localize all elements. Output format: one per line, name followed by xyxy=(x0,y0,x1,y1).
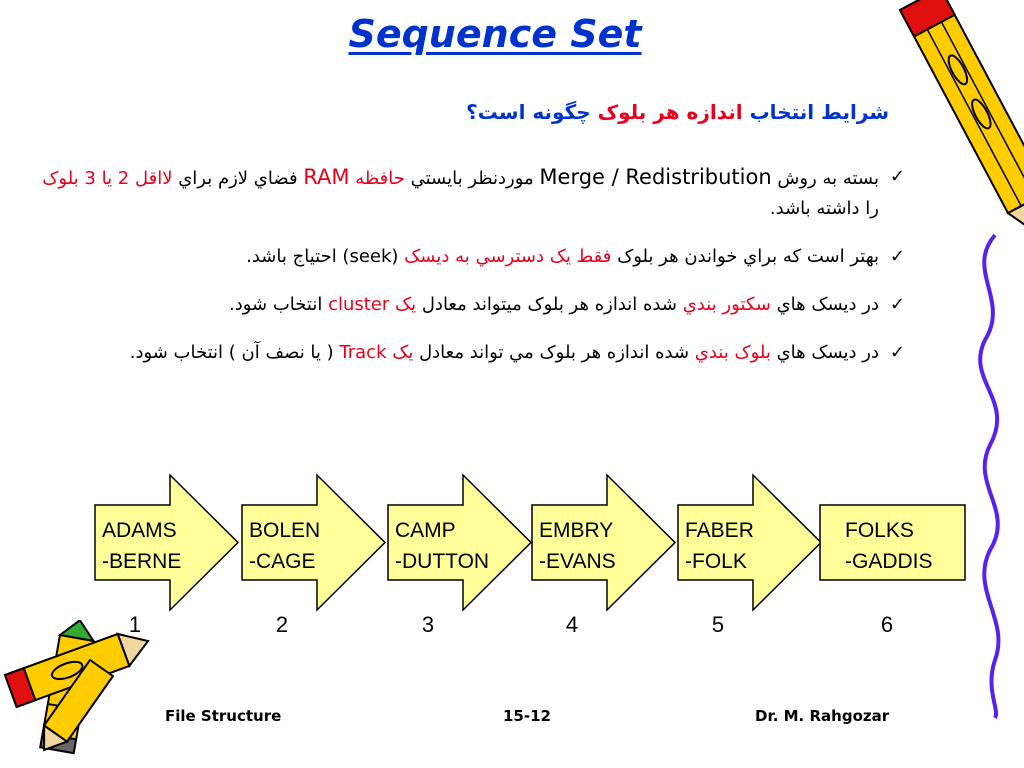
checkmark-icon: ✓ xyxy=(889,294,905,315)
bullet-text: در ديسک هاي xyxy=(770,294,879,315)
bullet-text: انتخاب شود. xyxy=(229,294,329,315)
bullet-highlight: يک cluster xyxy=(328,294,417,315)
block-arrow-shape xyxy=(95,475,238,610)
bullet-highlight: فقط يک دسترسي به ديسک xyxy=(404,246,612,267)
question-highlight: اندازه هر بلوک xyxy=(597,100,743,124)
bullet-text: شده اندازه هر بلوک مي تواند معادل xyxy=(413,342,695,363)
block-number: 3 xyxy=(421,612,435,637)
block-arrow-shape xyxy=(678,475,821,610)
block-range-end: -DUTTON xyxy=(395,550,490,573)
sequence-block-3 xyxy=(388,475,531,637)
block-arrow-shape xyxy=(388,475,531,610)
block-number: 2 xyxy=(275,612,289,637)
block-range-end: -EVANS xyxy=(539,550,616,573)
bullet-text: (seek) احتياج باشد. xyxy=(246,246,405,267)
question-part-2: چگونه است؟ xyxy=(466,100,598,124)
block-number: 6 xyxy=(880,612,894,637)
squiggle-line-icon xyxy=(955,230,1024,720)
block-range-end: -BERNE xyxy=(102,550,182,573)
block-arrow-shape xyxy=(532,475,675,610)
sequence-block-6 xyxy=(820,505,965,637)
bullet-highlight: يک Track xyxy=(339,342,414,363)
block-number: 5 xyxy=(711,612,725,637)
bullet-highlight: سکتور بندي xyxy=(682,294,771,315)
sequence-block-4 xyxy=(532,475,675,637)
footer-author: Dr. M. Rahgozar xyxy=(755,707,890,725)
bullet-text: شده اندازه هر بلوک ميتواند معادل xyxy=(416,294,683,315)
checkmark-icon: ✓ xyxy=(889,246,905,267)
bullet-term: Merge / Redistribution xyxy=(539,165,772,189)
block-range-end: -GADDIS xyxy=(845,550,933,573)
bullet-text: در ديسک هاي xyxy=(770,342,879,363)
crayons-clipart-icon xyxy=(0,620,170,768)
bullet-text: فضاي لازم براي xyxy=(172,168,304,189)
block-number: 1 xyxy=(128,612,142,637)
block-arrow-shape xyxy=(242,475,385,610)
bullet-text: ( يا نصف آن ) انتخاب شود. xyxy=(129,342,340,363)
footer-course: File Structure xyxy=(165,707,282,725)
block-range-start: BOLEN xyxy=(249,519,321,542)
sequence-block-1 xyxy=(95,475,238,637)
block-range-end: -CAGE xyxy=(249,550,316,573)
block-range-start: EMBRY xyxy=(539,519,614,542)
block-range-start: CAMP xyxy=(395,519,456,542)
block-number: 4 xyxy=(565,612,579,637)
slide-title: Sequence Set xyxy=(348,12,642,56)
checkmark-icon: ✓ xyxy=(889,342,905,363)
sequence-block-5 xyxy=(678,475,821,637)
block-range-start: ADAMS xyxy=(102,519,177,542)
footer-page-number: 15-12 xyxy=(503,707,551,725)
checkmark-icon: ✓ xyxy=(889,166,905,187)
bullet-highlight: لااقل 2 يا 3 بلوک xyxy=(42,168,173,189)
bullet-text: بهتر است که براي خواندن هر بلوک xyxy=(611,246,879,267)
bullet-text: بسته به روش xyxy=(771,168,879,189)
block-range-start: FABER xyxy=(685,519,754,542)
block-range-start: FOLKS xyxy=(845,519,914,542)
bullet-highlight: حافظه xyxy=(349,168,405,189)
bullet-text: موردنظر بايستي xyxy=(404,168,540,189)
block-range-end: -FOLK xyxy=(685,550,747,573)
pencil-clipart-icon xyxy=(855,0,1024,250)
bullet-highlight: بلوک بندي xyxy=(694,342,771,363)
question-part-1: شرايط انتخاب xyxy=(742,100,889,124)
sequence-block-2 xyxy=(242,475,385,637)
bullet-text: را داشته باشد. xyxy=(769,198,879,219)
bullet-term: RAM xyxy=(303,165,350,189)
